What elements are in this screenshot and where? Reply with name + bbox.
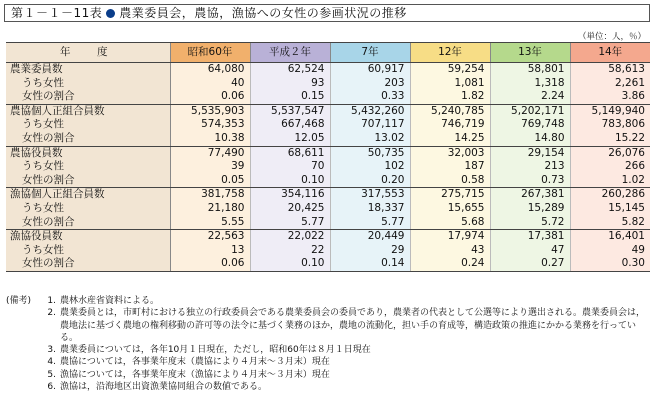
table-cell: 267,381 bbox=[490, 188, 570, 202]
table-cell: 29,154 bbox=[490, 146, 570, 160]
table-row bbox=[6, 118, 650, 132]
table-cell: 17,381 bbox=[490, 230, 570, 244]
table-cell: 43 bbox=[410, 244, 490, 258]
table-cell: 5.82 bbox=[570, 216, 650, 230]
note-number: 3. bbox=[47, 345, 56, 356]
table-row bbox=[6, 160, 650, 174]
figure-number: 第１－１－11表 bbox=[11, 6, 103, 20]
row-label: 女性の割合 bbox=[6, 132, 170, 146]
table-cell: 1,318 bbox=[490, 77, 570, 91]
table-cell: 266 bbox=[570, 160, 650, 174]
table-cell: 93 bbox=[250, 77, 330, 91]
table-cell: 275,715 bbox=[410, 188, 490, 202]
table-cell: 14.25 bbox=[410, 132, 490, 146]
table-cell: 102 bbox=[330, 160, 410, 174]
table-cell: 5,432,260 bbox=[330, 104, 410, 118]
figure-title bbox=[4, 4, 650, 22]
header-row bbox=[6, 43, 650, 63]
table-row bbox=[6, 63, 650, 77]
table-cell: 59,254 bbox=[410, 63, 490, 77]
table-cell: 0.15 bbox=[250, 90, 330, 104]
table-cell: 746,719 bbox=[410, 118, 490, 132]
row-label: 女性の割合 bbox=[6, 216, 170, 230]
table-cell: 60,917 bbox=[330, 63, 410, 77]
table-cell: 0.14 bbox=[330, 257, 410, 271]
table-cell: 40 bbox=[170, 77, 250, 91]
table-cell: 187 bbox=[410, 160, 490, 174]
table-cell: 26,076 bbox=[570, 146, 650, 160]
table-cell: 13 bbox=[170, 244, 250, 258]
figure-title-text: 農業委員会，農協，漁協への女性の参画状況の推移 bbox=[119, 6, 407, 20]
note-number: 2. bbox=[47, 308, 56, 319]
table-cell: 0.06 bbox=[170, 90, 250, 104]
note-number: 6. bbox=[47, 382, 56, 393]
row-label: うち女性 bbox=[6, 118, 170, 132]
table-cell: 0.30 bbox=[570, 257, 650, 271]
table-cell: 15,655 bbox=[410, 202, 490, 216]
row-label: うち女性 bbox=[6, 244, 170, 258]
table-body bbox=[6, 63, 650, 272]
table-cell: 5.77 bbox=[250, 216, 330, 230]
table-cell: 0.06 bbox=[170, 257, 250, 271]
table-cell: 58,613 bbox=[570, 63, 650, 77]
table-row bbox=[6, 104, 650, 118]
header-year: 13年 bbox=[490, 43, 570, 63]
table-cell: 17,974 bbox=[410, 230, 490, 244]
table-cell: 77,490 bbox=[170, 146, 250, 160]
table-cell: 203 bbox=[330, 77, 410, 91]
header-year: 14年 bbox=[570, 43, 650, 63]
note-text: 農協については，各事業年度末（農協により４月末～３月末）現在 bbox=[60, 357, 330, 368]
note-item bbox=[6, 356, 650, 368]
table-cell: 0.33 bbox=[330, 90, 410, 104]
table-cell: 49 bbox=[570, 244, 650, 258]
note-text: 漁協は，沿海地区出資漁業協同組合の数値である。 bbox=[60, 382, 268, 393]
table-figure bbox=[4, 4, 650, 397]
table-cell: 5,202,171 bbox=[490, 104, 570, 118]
table-cell: 12.05 bbox=[250, 132, 330, 146]
table-cell: 574,353 bbox=[170, 118, 250, 132]
table-cell: 783,806 bbox=[570, 118, 650, 132]
table-cell: 1.82 bbox=[410, 90, 490, 104]
row-label: 農協個人正組合員数 bbox=[6, 104, 170, 118]
table-cell: 0.27 bbox=[490, 257, 570, 271]
note-text: 漁協については，各事業年度末（漁協により４月末～３月末）現在 bbox=[60, 369, 330, 380]
table-cell: 0.73 bbox=[490, 174, 570, 188]
note-text: 農林水産省資料による。 bbox=[60, 296, 160, 306]
table-row bbox=[6, 188, 650, 202]
table-row bbox=[6, 174, 650, 188]
note-item bbox=[6, 295, 650, 307]
table-cell: 5.55 bbox=[170, 216, 250, 230]
header-label: 年 度 bbox=[6, 43, 170, 63]
notes-head: (備考) bbox=[6, 296, 32, 306]
table-cell: 14.80 bbox=[490, 132, 570, 146]
table-cell: 20,449 bbox=[330, 230, 410, 244]
table-cell: 667,468 bbox=[250, 118, 330, 132]
note-item bbox=[6, 369, 650, 381]
table-cell: 1,081 bbox=[410, 77, 490, 91]
note-number: 5. bbox=[47, 369, 56, 380]
header-year: 7年 bbox=[330, 43, 410, 63]
row-label: 漁協役員数 bbox=[6, 230, 170, 244]
header-year: 平成２年 bbox=[250, 43, 330, 63]
note-number: 1. bbox=[47, 296, 56, 306]
note-item bbox=[6, 381, 650, 393]
unit-label: （単位：人，％） bbox=[577, 32, 646, 42]
table-cell: 22,022 bbox=[250, 230, 330, 244]
table-cell: 5,537,547 bbox=[250, 104, 330, 118]
row-label: うち女性 bbox=[6, 77, 170, 91]
note-item bbox=[6, 307, 650, 344]
table-cell: 2,261 bbox=[570, 77, 650, 91]
table-cell: 3.86 bbox=[570, 90, 650, 104]
header-year: 12年 bbox=[410, 43, 490, 63]
bullet-icon bbox=[106, 9, 115, 18]
table-row bbox=[6, 244, 650, 258]
table-cell: 29 bbox=[330, 244, 410, 258]
table-cell: 5.72 bbox=[490, 216, 570, 230]
table-cell: 5.77 bbox=[330, 216, 410, 230]
row-label: うち女性 bbox=[6, 160, 170, 174]
notes bbox=[6, 295, 650, 393]
table-cell: 0.58 bbox=[410, 174, 490, 188]
row-label: うち女性 bbox=[6, 202, 170, 216]
note-item bbox=[6, 344, 650, 356]
table-cell: 0.10 bbox=[250, 257, 330, 271]
table-cell: 58,801 bbox=[490, 63, 570, 77]
table-row bbox=[6, 202, 650, 216]
table-cell: 5.68 bbox=[410, 216, 490, 230]
table-row bbox=[6, 132, 650, 146]
table-cell: 70 bbox=[250, 160, 330, 174]
table-cell: 32,003 bbox=[410, 146, 490, 160]
table-cell: 354,116 bbox=[250, 188, 330, 202]
table-cell: 213 bbox=[490, 160, 570, 174]
table-cell: 64,080 bbox=[170, 63, 250, 77]
table-cell: 260,286 bbox=[570, 188, 650, 202]
table-cell: 21,180 bbox=[170, 202, 250, 216]
table-cell: 0.20 bbox=[330, 174, 410, 188]
table-row bbox=[6, 90, 650, 104]
table-cell: 16,401 bbox=[570, 230, 650, 244]
table-cell: 22 bbox=[250, 244, 330, 258]
table-cell: 5,240,785 bbox=[410, 104, 490, 118]
table-cell: 18,337 bbox=[330, 202, 410, 216]
table-cell: 5,149,940 bbox=[570, 104, 650, 118]
table-cell: 22,563 bbox=[170, 230, 250, 244]
note-text: 農業委員については，各年10月１日現在，ただし，昭和60年は８月１日現在 bbox=[60, 345, 371, 356]
table-cell: 39 bbox=[170, 160, 250, 174]
table-cell: 50,735 bbox=[330, 146, 410, 160]
table-cell: 68,611 bbox=[250, 146, 330, 160]
row-label: 女性の割合 bbox=[6, 257, 170, 271]
table-row bbox=[6, 77, 650, 91]
table-cell: 62,524 bbox=[250, 63, 330, 77]
note-text: 農業委員とは，市町村における独立の行政委員会である農業委員会の委員であり，農業者の代表として公選等により選出される。農業委員会は，農地法に基づく農地の権利移動の許可等の法令に基づく業務のほか，農地の流動化，担い手の育成等，構造政策の推進にかかる業務を行っている。 bbox=[60, 308, 646, 343]
table-cell: 1.02 bbox=[570, 174, 650, 188]
table-cell: 15,289 bbox=[490, 202, 570, 216]
data-table bbox=[6, 42, 650, 272]
table-cell: 0.24 bbox=[410, 257, 490, 271]
table-cell: 769,748 bbox=[490, 118, 570, 132]
table-cell: 20,425 bbox=[250, 202, 330, 216]
table-cell: 13.02 bbox=[330, 132, 410, 146]
table-cell: 0.10 bbox=[250, 174, 330, 188]
header-year: 昭和60年 bbox=[170, 43, 250, 63]
table-cell: 15,145 bbox=[570, 202, 650, 216]
table-row bbox=[6, 216, 650, 230]
table-cell: 15.22 bbox=[570, 132, 650, 146]
table-cell: 707,117 bbox=[330, 118, 410, 132]
row-label: 農業委員数 bbox=[6, 63, 170, 77]
table-cell: 381,758 bbox=[170, 188, 250, 202]
table-cell: 317,553 bbox=[330, 188, 410, 202]
table-cell: 2.24 bbox=[490, 90, 570, 104]
row-label: 女性の割合 bbox=[6, 174, 170, 188]
table-cell: 47 bbox=[490, 244, 570, 258]
table-row bbox=[6, 257, 650, 271]
table-cell: 10.38 bbox=[170, 132, 250, 146]
table-row bbox=[6, 146, 650, 160]
note-number: 4. bbox=[47, 357, 56, 368]
table-cell: 0.05 bbox=[170, 174, 250, 188]
row-label: 農協役員数 bbox=[6, 146, 170, 160]
row-label: 漁協個人正組合員数 bbox=[6, 188, 170, 202]
table-row bbox=[6, 230, 650, 244]
row-label: 女性の割合 bbox=[6, 90, 170, 104]
table-cell: 5,535,903 bbox=[170, 104, 250, 118]
